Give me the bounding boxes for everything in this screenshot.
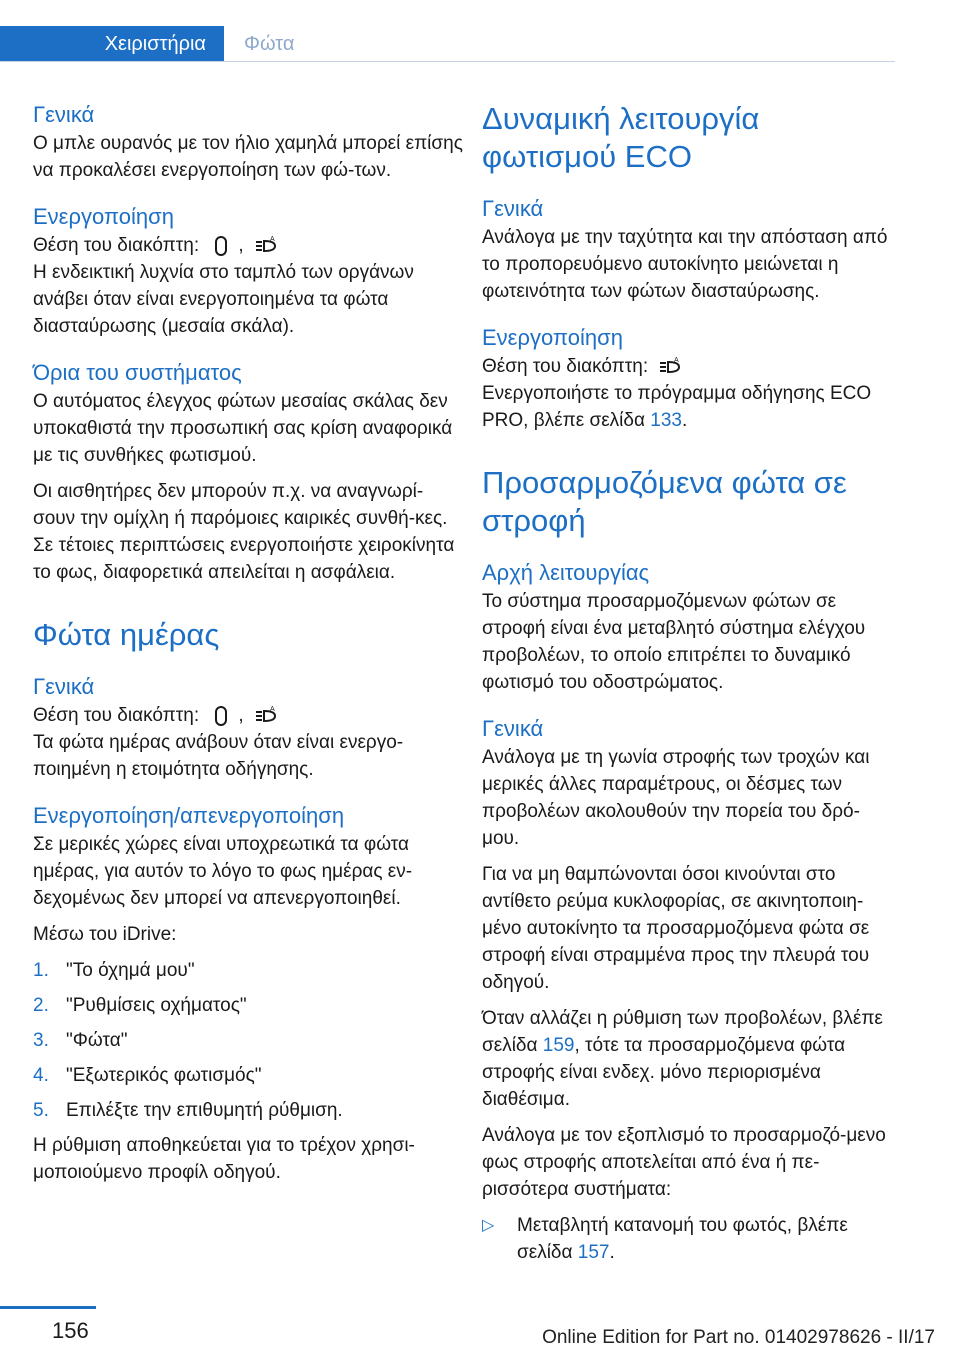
section-title: Ενεργοποίηση [33, 204, 174, 229]
paragraph: Όταν αλλάζει η ρύθμιση των προβολέων, βλέπε σελίδα 159, τότε τα προσαρμοζόμενα φώτα στροφής είναι ενδεχ. μόνο περιορισμένα διαθέσιμα. [482, 1008, 883, 1110]
paragraph: Ο μπλε ουρανός με τον ήλιο χαμηλά μπορεί επίσης να προκαλέσει ενεργοποίηση των φώ‐των. [33, 133, 463, 181]
section-title: Γενικά [482, 716, 544, 741]
header-divider [0, 61, 895, 62]
section-title: Αρχή λειτουργίας [482, 560, 650, 585]
section-title: Γενικά [33, 674, 95, 699]
header-tabbar [0, 0, 895, 62]
section-title: Ενεργοποίηση/απενεργοποίηση [33, 803, 345, 828]
triangle-bullet-icon: ▷ [482, 1217, 495, 1234]
section-title: Γενικά [482, 196, 544, 221]
bullet-item: ▷ Μεταβλητή κατανομή του φωτός, βλέπε σελίδα 157. [482, 1212, 897, 1266]
paragraph: Η ρύθμιση αποθηκεύεται για το τρέχον χρησι‐μοποιούμενο προφίλ οδηγού. [33, 1135, 415, 1183]
page-number: 156 [52, 1318, 89, 1343]
list-item: 5. Επιλέξτε την επιθυμητή ρύθμιση. [33, 1100, 343, 1121]
automatic-headlight-icon [253, 704, 279, 728]
switch-position-line [482, 353, 897, 380]
svg-text:A: A [674, 356, 680, 364]
svg-text:A: A [269, 705, 275, 713]
switch-position-line: Θέση του διακόπτη: , A [33, 232, 463, 259]
page-link[interactable]: 159 [542, 1035, 575, 1056]
paragraph: Σε μερικές χώρες είναι υποχρεωτικά τα φώτα ημέρας, για αυτόν το λόγο το φως ημέρας εν‐δεχομένως δεν μπορεί να απενεργοποιηθεί. [33, 834, 413, 909]
page-link[interactable]: 157 [577, 1242, 610, 1263]
idrive-steps [33, 957, 463, 1124]
light-switch-zero-icon [208, 704, 234, 728]
left-column [33, 100, 463, 1186]
page-link[interactable]: 133 [650, 410, 682, 431]
list-item: 2. "Ρυθμίσεις οχήματος" [33, 995, 247, 1016]
section-title: Όρια του συστήματος [33, 360, 242, 385]
switch-label: Θέση του διακόπτη: [33, 235, 200, 256]
paragraph: Η ενδεικτική λυχνία στο ταμπλό των οργάνων ανάβει όταν είναι ενεργοποιημένα τα φώτα διασταύρωσης (μεσαία σκάλα). [33, 262, 414, 337]
paragraph: Ανάλογα με τον εξοπλισμό το προσαρμοζό‐μενο φως στροφής αποτελείται από ένα ή πε‐ρισσότερα συστήματα: [482, 1125, 886, 1200]
automatic-headlight-icon [657, 355, 683, 379]
chapter-heading: Φώτα ημέρας [33, 617, 220, 652]
paragraph: Το σύστημα προσαρμοζόμενων φώτων σε στροφή είναι ένα μεταβλητό σύστημα ελέγχου προβολέων, το οποίο επιτρέπει το δυναμικό φωτισμό του οδοστρώματος. [482, 591, 866, 693]
tab-controls[interactable]: Χειριστήρια [0, 26, 224, 62]
paragraph: Ο αυτόματος έλεγχος φώτων μεσαίας σκάλας δεν υποκαθιστά την προσωπική σας κρίση αναφορικά με τις συνθήκες φωτισμού. [33, 391, 453, 466]
right-column [482, 100, 897, 1266]
list-item: 3. "Φώτα" [33, 1030, 128, 1051]
automatic-headlight-icon [253, 234, 279, 258]
edition-footer: Online Edition for Part no. 01402978626 - II/17 [542, 1327, 935, 1348]
list-item: 1. "Το όχημά μου" [33, 960, 195, 981]
switch-label: Θέση του διακόπτη: [33, 705, 200, 726]
chapter-heading: Προσαρμοζόμενα φώτα σε στροφή [482, 465, 847, 538]
chapter-heading: Δυναμική λειτουργία φωτισμού ECO [482, 101, 760, 174]
svg-text:A: A [269, 235, 275, 243]
page-number-bar [0, 1306, 96, 1309]
paragraph: Ενεργοποιήστε το πρόγραμμα οδήγησης ECO PRO, βλέπε σελίδα 133. [482, 383, 872, 431]
paragraph: Ανάλογα με τη γωνία στροφής των τροχών και μερικές άλλες παραμέτρους, οι δέσμες των προβολέων ακολουθούν την πορεία του δρό‐μου. [482, 747, 870, 849]
switch-position-line: Θέση του διακόπτη: , A [33, 702, 463, 729]
paragraph: Για να μη θαμπώνονται όσοι κινούνται στο αντίθετο ρεύμα κυκλοφορίας, σε ακινητοποιη‐μένο αυτοκίνητο τα προσαρμοζόμενα φώτα σε στροφή είναι στραμμένα προς την πλευρά του οδηγού. [482, 864, 870, 993]
paragraph: Ανάλογα με την ταχύτητα και την απόσταση από το προπορευόμενο αυτοκίνητο μειώνεται η φωτεινότητα των φώτων διασταύρωσης. [482, 227, 888, 302]
tab-lights[interactable]: Φώτα [244, 33, 295, 55]
light-switch-zero-icon [208, 234, 234, 258]
section-title: Ενεργοποίηση [482, 325, 623, 350]
switch-label: Θέση του διακόπτη: [482, 356, 649, 377]
paragraph: Μέσω του iDrive: [33, 924, 177, 945]
list-item: 4. "Εξωτερικός φωτισμός" [33, 1065, 262, 1086]
paragraph: Τα φώτα ημέρας ανάβουν όταν είναι ενεργο‐ποιημένη η ετοιμότητα οδήγησης. [33, 732, 404, 780]
section-title: Γενικά [33, 102, 95, 127]
paragraph: Οι αισθητήρες δεν μπορούν π.χ. να αναγνωρί‐σουν την ομίχλη ή παρόμοιες καιρικές συνθή‐κες. Σε τέτοιες περιπτώσεις ενεργοποιήστε χειροκίνητα το φως, διαφορετικά απειλείται η ασφάλεια. [33, 481, 455, 583]
